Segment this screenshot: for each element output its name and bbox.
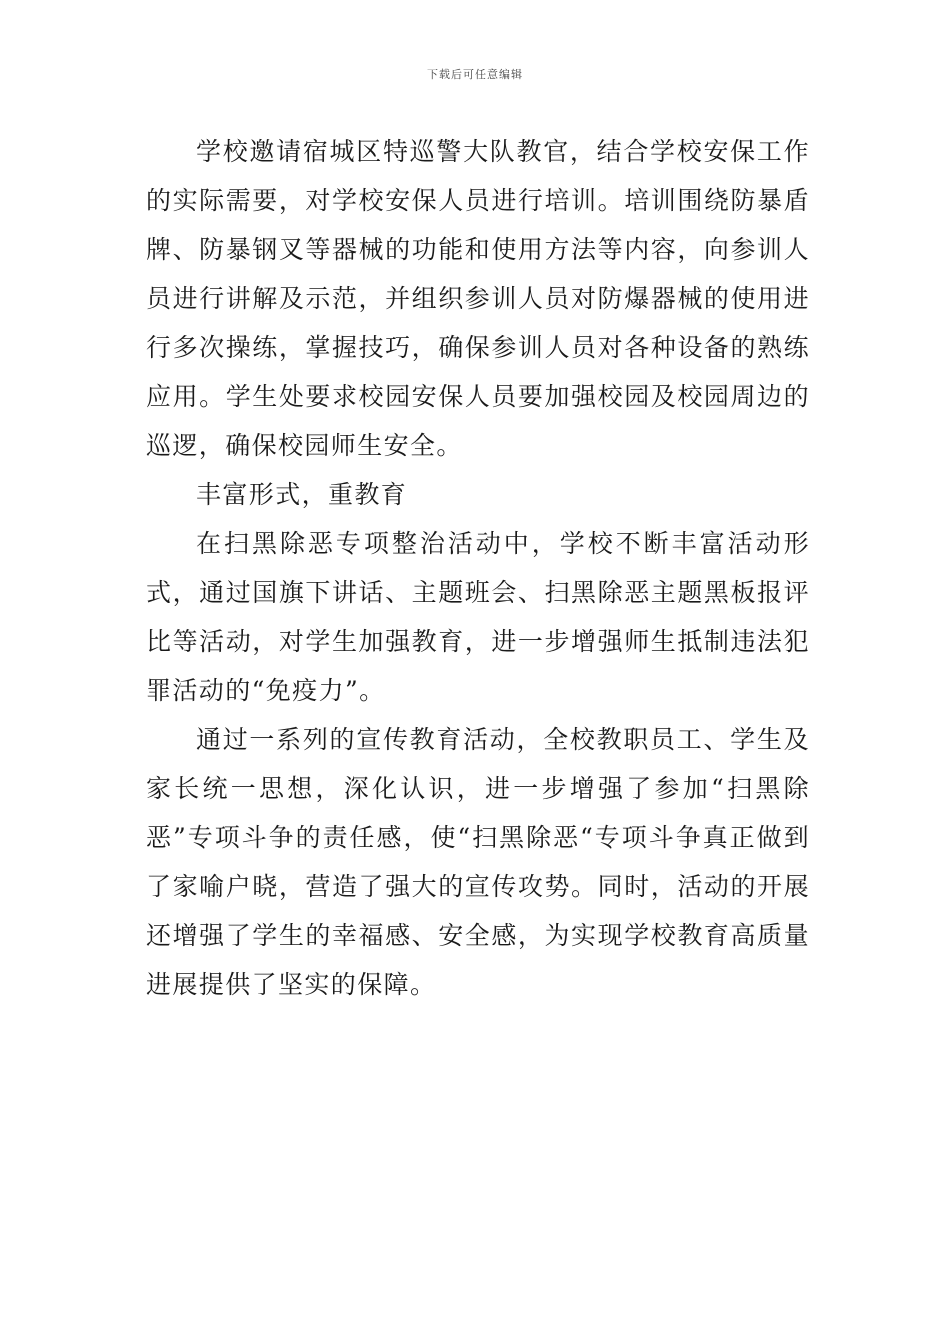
paragraph-conclusion: 通过一系列的宣传教育活动，全校教职员工、学生及家长统一思想，深化认识，进一步增强了参加“扫黑除恶”专项斗争的责任感，使“扫黑除恶“专项斗争真正做到了家喻户晓，营造了强大的宣传攻势。同时，活动的开展还增强了学生的幸福感、安全感，为实现学校教育高质量进展提供了坚实的保障。 — [146, 725, 810, 999]
document-body — [146, 127, 810, 1009]
paragraph-activities: 在扫黑除恶专项整治活动中，学校不断丰富活动形式，通过国旗下讲话、主题班会、扫黑除恶主题黑板报评比等活动，对学生加强教育，进一步增强师生抵制违法犯罪活动的“免疫力”。 — [146, 529, 810, 705]
section-heading: 丰富形式，重教育 — [196, 480, 408, 509]
paragraph-security-training: 学校邀请宿城区特巡警大队教官，结合学校安保工作的实际需要，对学校安保人员进行培训。培训围绕防暴盾牌、防暴钢叉等器械的功能和使用方法等内容，向参训人员进行讲解及示范，并组织参训人员对防爆器械的使用进行多次操练，掌握技巧，确保参训人员对各种设备的熟练应用。学生处要求校园安保人员要加强校园及校园周边的巡逻，确保校园师生安全。 — [146, 137, 810, 460]
header-note: 下载后可任意编辑 — [427, 68, 523, 81]
